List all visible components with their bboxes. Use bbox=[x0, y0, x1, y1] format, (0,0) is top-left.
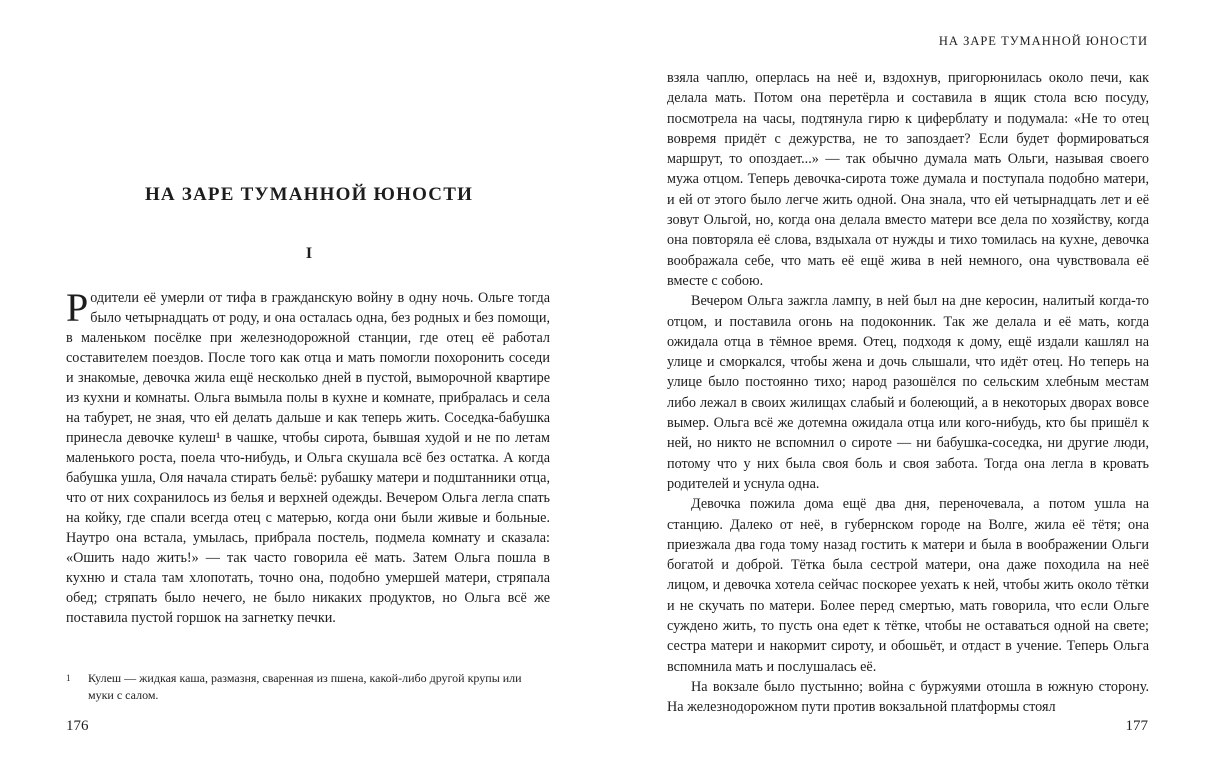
paragraph: Вечером Ольга зажгла лампу, в ней был на дне керосин, налитый когда-то отцом, и поставила огонь на подоконник. Так же делала и её мать, когда ожидала отца в тёмное время. Отец, подходя к дому, ещё издали кашлял на улице и сморкался, чтобы жена и дочь слышали, что идёт отец. Но теперь на улице было постоянно тихо; народ разошёлся по сельским хлебным местам либо лежал в своих жилищах слабый и болеющий, а в некоторых дворах вовсе вымер. Ольга всё же дотемна ожидала отца или кого-нибудь, кто бы пришёл к ней, но никто не вспомнил о сироте — ни бабушка-соседка, ни другие люди, потому что у них была своя боль и своя забота. Тогда она легла в кровать родителей и уснула одна. bbox=[667, 293, 1149, 492]
paragraph: Девочка пожила дома ещё два дня, переночевала, а потом ушла на станцию. Далеко от неё, в губернском городе на Волге, жила её тётя; она приезжала два года тому назад гостить к матери и была в воображении Ольги богатой и доброй. Тётка была сестрой матери, она даже походила на неё лицом, и девочка хотела сейчас поскорее уехать к ней, чтобы жить около тётки и не скучать по матери. Более перед смертью, мать говорила, что если Ольге суждено жить, то пусть она едет к тётке, чтобы не оставаться одной на свете; сестра матери и накормит сироту, и обошьёт, и отдаст в учение. Теперь Ольга вспомнила мать и послушалась её. bbox=[667, 496, 1149, 675]
page-number: 177 bbox=[1125, 718, 1148, 734]
page-number: 176 bbox=[66, 718, 89, 734]
chapter-title: НА ЗАРЕ ТУМАННОЙ ЮНОСТИ bbox=[144, 184, 474, 205]
paragraph: На вокзале было пустынно; война с буржуями отошла в южную сторону. На железнодорожном пути против вокзальной платформы стоял bbox=[667, 678, 1149, 716]
paragraph: взяла чаплю, оперлась на неё и, вздохнув, пригорюнилась около печи, как делала мать. Потом она перетёрла и составила в ящик стола всю посуду, посмотрела на часы, подтянула гирю к циферблату и подумала: «Не то отец вовремя придёт с дежурства, не то запоздает? Если будет формироваться маршрут, то опоздает...» — так обычно думала мать Ольги, называя своего мужа отцом. Теперь девочка-сирота тоже думала и поступала подобно матери, и ей от этого было легче жить одной. Она знала, что ей четырнадцать лет и её зовут Ольгой, но, когда она делала вместо матери все дела по хозяйству, когда она повторяла её слова, вздыхала от нужды и тихо томилась на кухне, девочка воображала себе, что мать её ещё жива в ней немного, она чувствовала её вместе с собою. bbox=[667, 70, 1149, 289]
running-head: НА ЗАРЕ ТУМАННОЙ ЮНОСТИ bbox=[938, 34, 1148, 48]
footnote bbox=[66, 670, 546, 704]
body-text bbox=[667, 68, 1149, 718]
right-page bbox=[607, 0, 1214, 773]
body-paragraph bbox=[66, 285, 550, 628]
footnote-text: Кулеш — жидкая каша, размазня, сваренная из пшена, какой-либо другой крупы или муки с салом. bbox=[88, 671, 522, 702]
drop-cap: Р bbox=[66, 285, 89, 330]
footnote-mark: 1 bbox=[66, 673, 71, 683]
paragraph-text: одители её умерли от тифа в гражданскую войну в одну ночь. Ольге тогда было четырнадцать от роду, и она осталась одна, без родных и без помощи, в маленьком посёлке при железнодорожной станции, где отец её работал составителем поездов. После того как отца и мать помогли похоронить соседи и знакомые, девочка жила ещё несколько дней в пустой, выморочной квартире из кухни и комнаты. Ольга вымыла полы в кухне и комнате, прибралась и села на табурет, не зная, что ей делать дальше и как теперь жить. Соседка-бабушка принесла девочке кулеш¹ в чашке, чтобы сирота, бывшая худой и не по летам маленького роста, поела что-нибудь, и Ольга скушала всё без остатка. А когда бабушка ушла, Оля начала стирать бельё: рубашку матери и подштанники отца, что от них сохранилось из белья и верхней одежды. Вечером Ольга легла спать на койку, где спали всегда отец с матерью, когда они были живые и больные. Наутро она встала, умылась, прибрала постель, подмела комнату и сказала: «Ошить надо жить!» — так часто говорила её мать. Затем Ольга пошла в кухню и стала там хлопотать, точно она, подобно умершей матери, стряпала обед; стряпать было нечего, не было никаких продуктов, но Ольга всё же поставила пустой горшок на загнетку печки. bbox=[66, 290, 550, 626]
section-number: I bbox=[305, 245, 313, 262]
